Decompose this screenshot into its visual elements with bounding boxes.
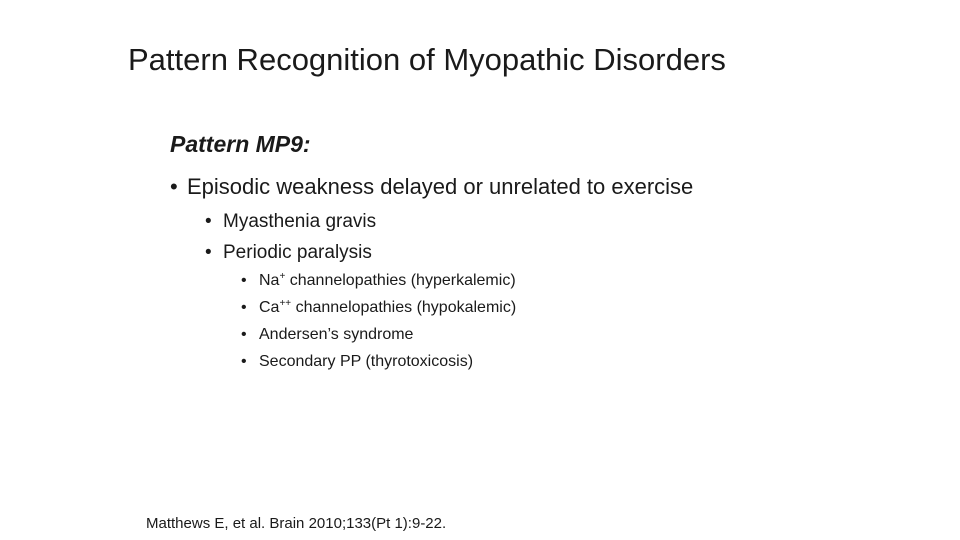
list-item-text: Periodic paralysis [223,242,372,263]
list-item-text: channelopathies (hyperkalemic) [285,272,516,289]
list-item-text: channelopathies (hypokalemic) [291,299,517,316]
list-item [205,206,376,237]
ion-charge: ++ [279,298,292,309]
ion-charge: + [279,271,286,282]
bullet-list-level-2 [205,206,376,268]
list-item [205,237,376,268]
bullet-icon: • [205,211,212,232]
bullet-icon: • [241,326,247,343]
citation: Matthews E, et al. Brain 2010;133(Pt 1):9-22. [146,515,447,532]
list-item-text: Episodic weakness delayed or unrelated to exercise [187,174,694,199]
list-item [241,348,516,375]
list-item [170,173,693,201]
bullet-icon: • [241,272,247,289]
list-item [241,294,516,321]
list-item-text: Andersen’s syndrome [259,326,414,343]
bullet-icon: • [205,242,212,263]
slide-subtitle: Pattern MP9: [170,131,311,157]
ion-symbol: Ca [259,299,280,316]
ion-symbol: Na [259,272,280,289]
bullet-list-level-1 [170,173,693,201]
list-item [241,321,516,348]
list-item [241,267,516,294]
bullet-icon: • [241,353,247,370]
slide-title: Pattern Recognition of Myopathic Disorders [128,42,726,77]
bullet-icon: • [170,174,178,199]
bullet-list-level-3 [241,267,516,375]
list-item-text: Myasthenia gravis [223,211,377,232]
bullet-icon: • [241,299,247,316]
list-item-text: Secondary PP (thyrotoxicosis) [259,353,474,370]
